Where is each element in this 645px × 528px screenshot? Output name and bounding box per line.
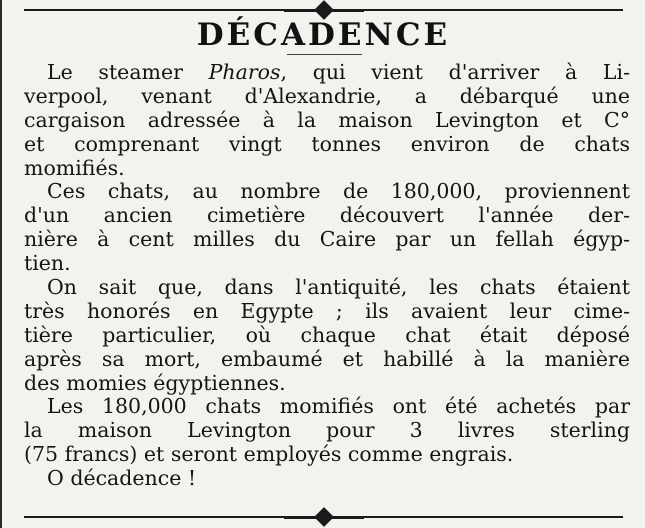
article-title: DÉCADENCE xyxy=(196,17,451,53)
text-run: après sa mort, embaumé et habillé à la manière xyxy=(24,346,630,371)
paragraph-2-line-3 xyxy=(24,228,630,252)
paragraph-1-line-2 xyxy=(24,85,630,109)
paragraph-2-line-2 xyxy=(24,204,630,228)
text-run: Ces chats, au nombre de 180,000, proviennent xyxy=(47,179,630,204)
text-run: , qui vient d'arriver à Li- xyxy=(280,60,630,84)
text-run: très honorés en Egypte ; ils avaient leur cime- xyxy=(24,298,630,323)
paragraph-4-line-1 xyxy=(24,395,630,419)
top-rule xyxy=(24,9,623,11)
text-run: et comprenant vingt tonnes environ de chats xyxy=(24,131,630,156)
text-run: On sait que, dans l'antiquité, les chats étaient xyxy=(47,275,630,300)
paragraph-2-line-1 xyxy=(24,180,630,204)
text-run: momifiés. xyxy=(24,155,125,180)
text-run: nière à cent milles du Caire par un fellah égyp- xyxy=(24,227,630,252)
paragraph-3-line-4 xyxy=(24,348,630,372)
paragraph-3-line-1 xyxy=(24,276,630,300)
text-run: (75 francs) et seront employés comme engrais. xyxy=(24,442,514,467)
title-underline xyxy=(287,54,362,55)
text-run: Le steamer xyxy=(47,60,209,84)
paragraph-4-line-3 xyxy=(24,443,630,467)
text-run: des momies égyptiennes. xyxy=(24,370,286,395)
text-run: tière particulier, où chaque chat était déposé xyxy=(24,322,630,347)
text-run: verpool, venant d'Alexandrie, a débarqué une xyxy=(24,83,630,108)
text-run: cargaison adressée à la maison Levington et C° xyxy=(24,107,630,132)
paragraph-1-line-5 xyxy=(24,157,630,181)
paragraph-1-line-3 xyxy=(24,109,630,133)
text-run: d'un ancien cimetière découvert l'année der- xyxy=(24,203,630,228)
text-run: O décadence ! xyxy=(47,466,197,491)
paragraph-2-line-4 xyxy=(24,252,630,276)
bottom-rule-diamond-ornament xyxy=(314,507,334,527)
paragraph-3-line-3 xyxy=(24,324,630,348)
article-body xyxy=(24,61,630,491)
paragraph-1-line-1 xyxy=(24,61,630,85)
paragraph-4-line-2 xyxy=(24,419,630,443)
paragraph-3-line-5 xyxy=(24,372,630,396)
paragraph-5-line-1 xyxy=(24,467,630,491)
italic-ship-name: Pharos xyxy=(208,60,281,84)
paragraph-1-line-4 xyxy=(24,133,630,157)
text-run: tien. xyxy=(24,251,71,276)
paragraph-3-line-2 xyxy=(24,300,630,324)
bottom-rule xyxy=(24,516,623,518)
text-run: Les 180,000 chats momifiés ont été achetés par xyxy=(47,394,630,419)
text-run: la maison Levington pour 3 livres sterling xyxy=(24,418,630,443)
